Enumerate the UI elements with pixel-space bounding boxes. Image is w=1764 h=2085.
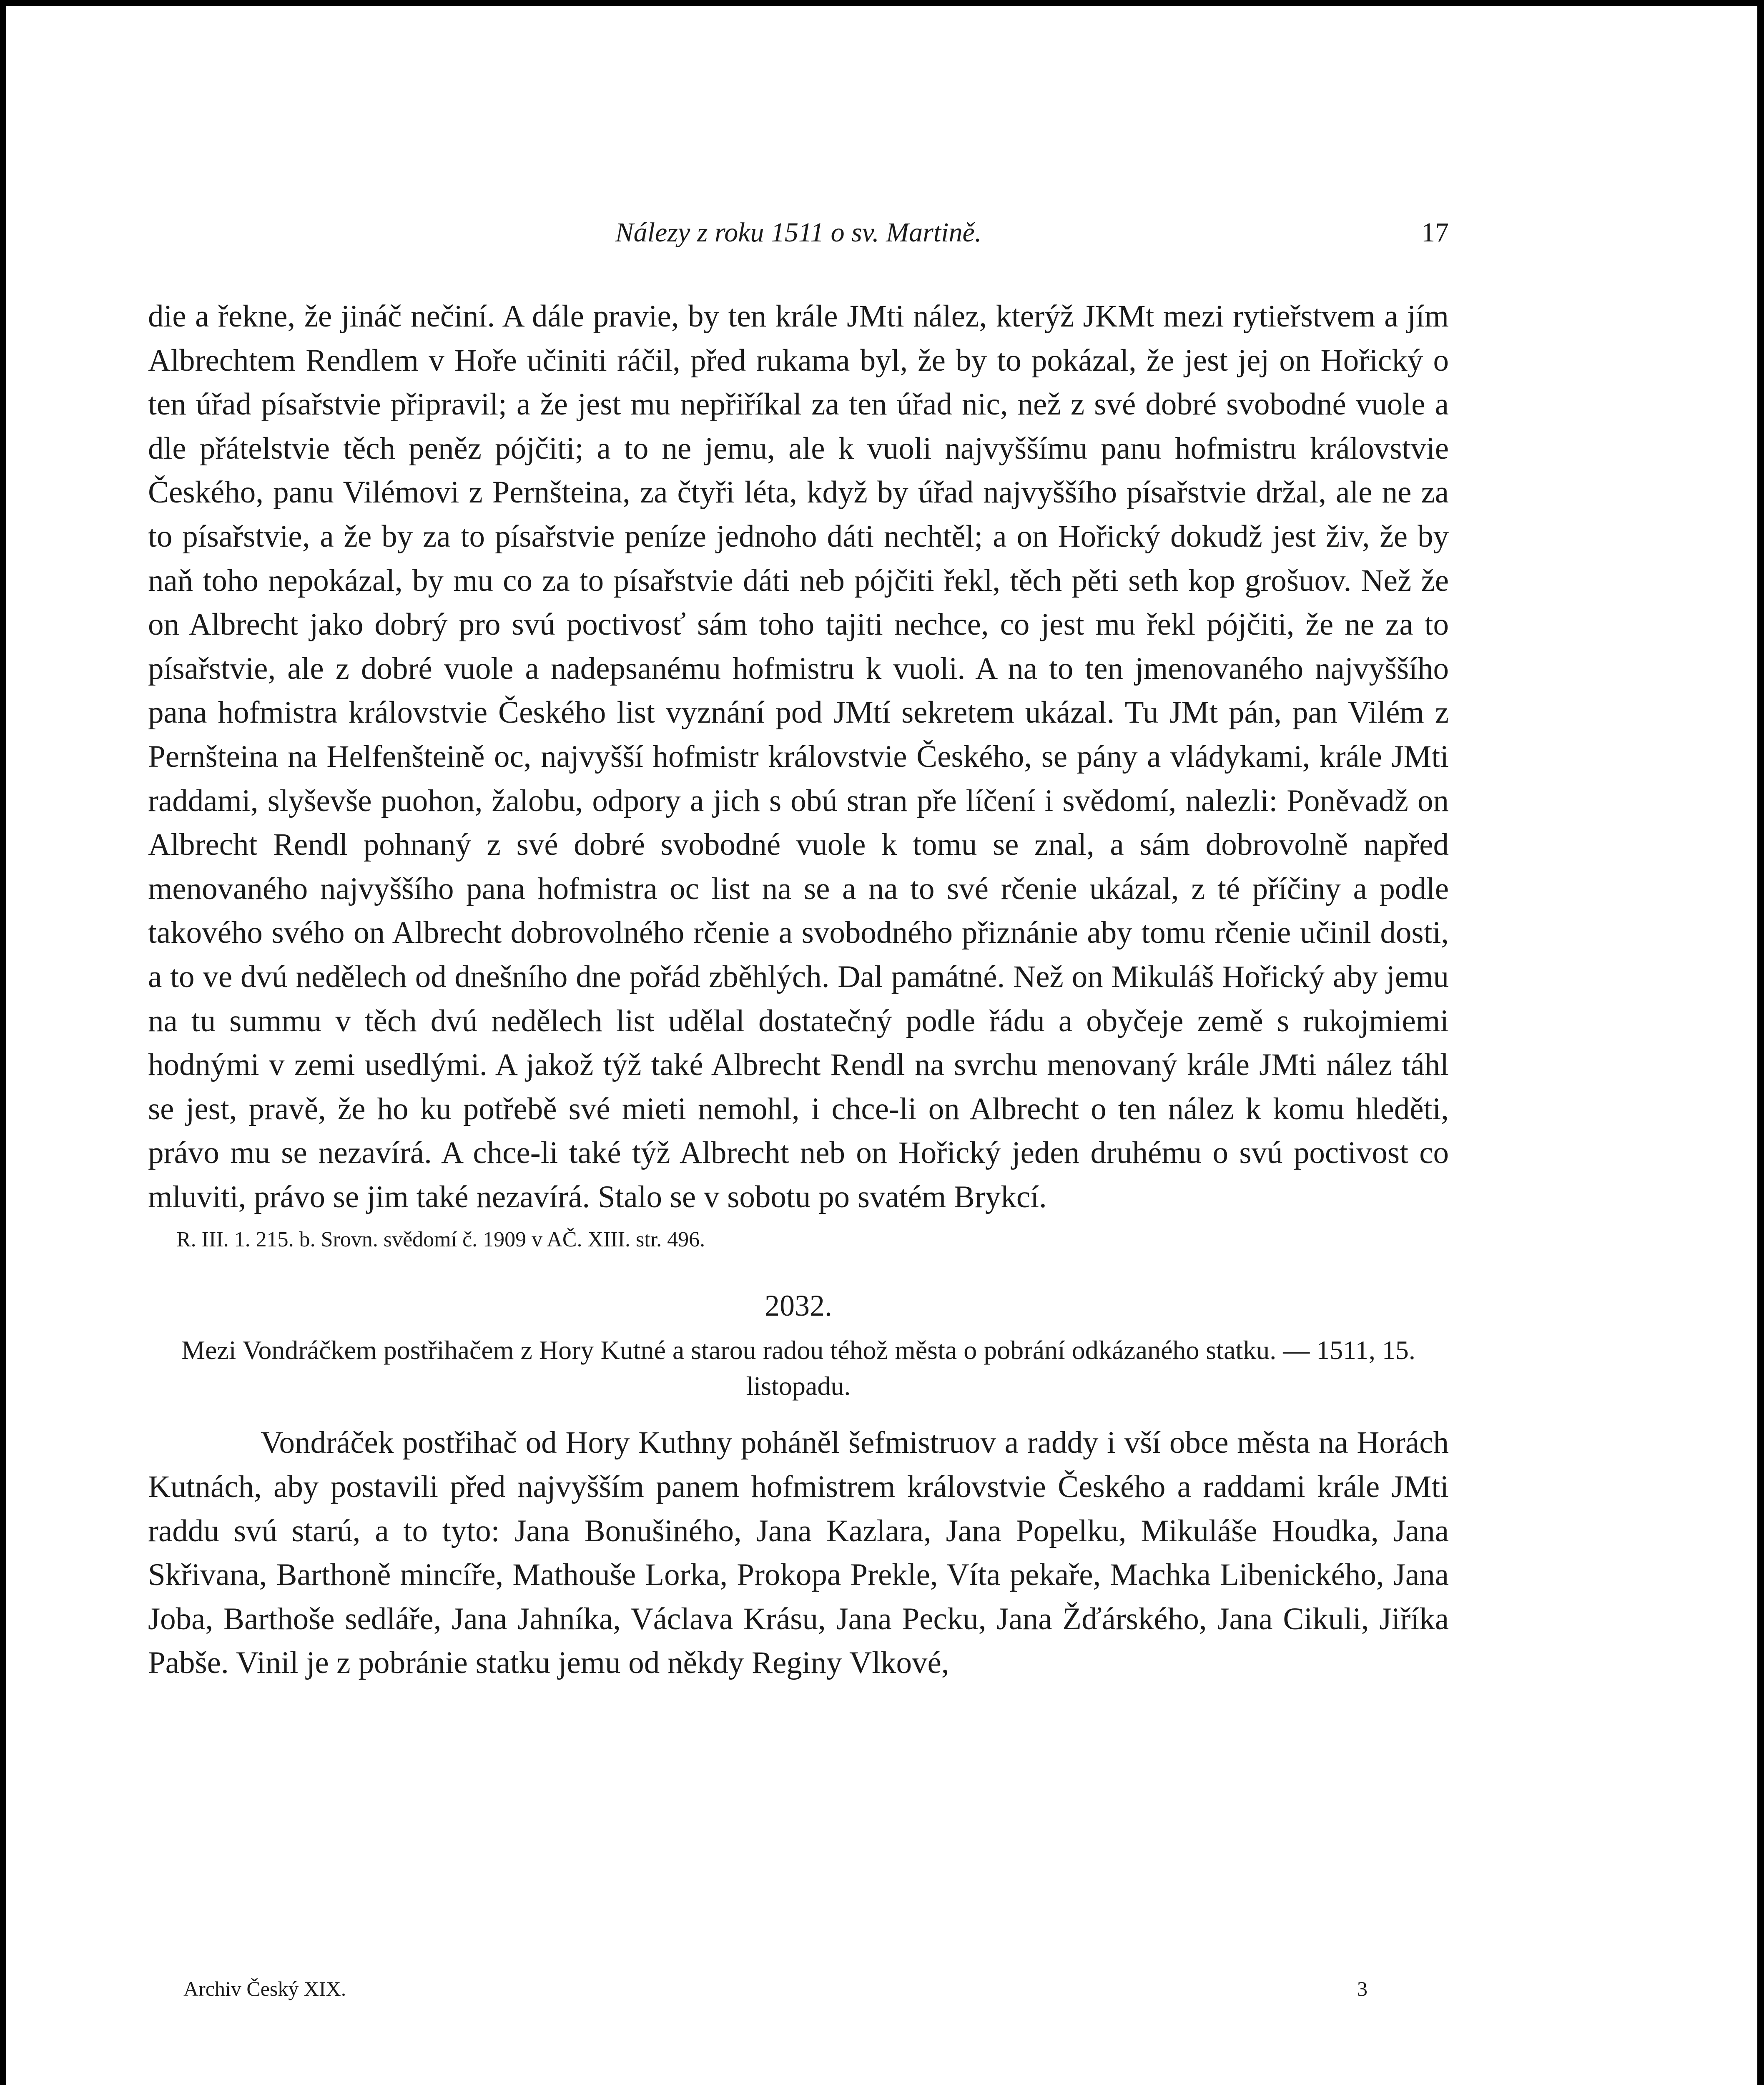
page-number: 17 — [1421, 217, 1449, 248]
scan-border-top — [0, 0, 1764, 6]
page-footer — [183, 1977, 1368, 2001]
source-note: R. III. 1. 215. b. Srovn. svědomí č. 1909 v AČ. XIII. str. 496. — [176, 1228, 705, 1252]
scan-border-right — [1757, 0, 1764, 2085]
running-head — [148, 217, 1449, 259]
running-head-title: Nálezy z roku 1511 o sv. Martině. — [615, 217, 982, 248]
scan-border-left — [0, 0, 6, 2085]
signature-mark: 3 — [1357, 1977, 1368, 2000]
page-content — [148, 217, 1449, 1685]
continued-text — [148, 294, 1449, 1219]
document-text: Vondráček postřihač od Hory Kuthny poháněl šefmistruov a raddy i vší obce města na Horách Kutnách, aby postavili před najvyšším panem hofmistrem královstvie Českého a raddami krále JMti raddu svú starú, a to tyto: Jana Bonušiného, Jana Kazlara, Jana Popelku, Mikuláše Houdka, Jana Skřivana, Barthoně mincíře, Mathouše Lorka, Prokopa Prekle, Víta pekaře, Machka Libenického, Jana Joba, Barthoše sedláře, Jana Jahníka, Václava Krásu, Jana Pecku, Jana Žďárského, Jana Cikuli, Jiříka Pabše. Vinil je z pobránie statku jemu od někdy Reginy Vlkové, — [148, 1425, 1449, 1681]
document-number: 2032. — [765, 1289, 832, 1323]
continued-paragraph: die a řekne, že jináč nečiní. A dále pravie, by ten krále JMti nález, kterýž JKMt mezi rytieřstvem a jím Albrechtem Rendlem v Hoře učiniti ráčil, před rukama byl, že by to pokázal, že jest jej on Hořický o ten úřad písařstvie připravil; a že jest mu nepřiříkal za ten úřad nic, než z své dobré svobodné vuole a dle přátelstvie těch peněz pójčiti; a to ne jemu, ale k vuoli najvyššímu panu hofmistru královstvie Českého, panu Vilémovi z Pernšteina, za čtyři léta, když by úřad najvyššího písařstvie držal, ale ne za to písařstvie, a že by za to písařstvie peníze jednoho dáti nechtěl; a on Hořický dokudž jest živ, že by naň toho nepokázal, by mu co za to písařstvie dáti neb pójčiti řekl, těch pěti seth kop grošuov. Než že on Albrecht jako dobrý pro svú poctivosť sám toho tajiti nechce, co jest mu řekl pójčiti, že ne za to písařstvie, ale z dobré vuole a nadepsanému hofmistru k vuoli. A na to ten jmenovaného najvyššího pana hofmistra královstvie Českého list vyznání pod JMtí sekretem ukázal. Tu JMt pán, pan Vilém z Pernšteina na Helfenšteině oc, najvyšší hofmistr královstvie Českého, se pány a vládykami, krále JMti raddami, slyševše puohon, žalobu, odpory a jich s obú stran pře líčení i svědomí, nalezli: Poněvadž on Albrecht Rendl pohnaný z své dobré svobodné vuole k tomu se znal, a sám dobrovolně napřed menovaného najvyššího pana hofmistra oc list na se a na to své rčenie ukázal, z té příčiny a podle takového svého on Albrecht dobrovolného rčenie a svobodného přiznánie aby tomu rčenie učinil dosti, a to ve dvú nedělech od dnešního dne pořád zběhlých. Dal památné. Než on Mikuláš Hořický aby jemu na tu summu v těch dvú nedělech list udělal dostatečný podle řádu a obyčeje země s rukojmiemi hodnými v zemi usedlými. A jakož týž také Albrecht Rendl na svrchu menovaný krále JMti nález táhl se jest, pravě, že ho ku potřebě své mieti nemohl, i chce-li on Albrecht o ten nález k komu hleděti, právo mu se nezavírá. A chce-li také týž Albrecht neb on Hořický jeden druhému o svú poctivost co mluviti, právo se jim také nezavírá. Stalo se v sobotu po svatém Brykcí. — [148, 299, 1449, 1214]
document-heading: Mezi Vondráčkem postřihačem z Hory Kutné a starou radou téhož města o pobrání odkázaného statku. — 1511, 15. listopadu. — [181, 1335, 1415, 1401]
collection-title: Archiv Český XIX. — [183, 1977, 346, 2000]
